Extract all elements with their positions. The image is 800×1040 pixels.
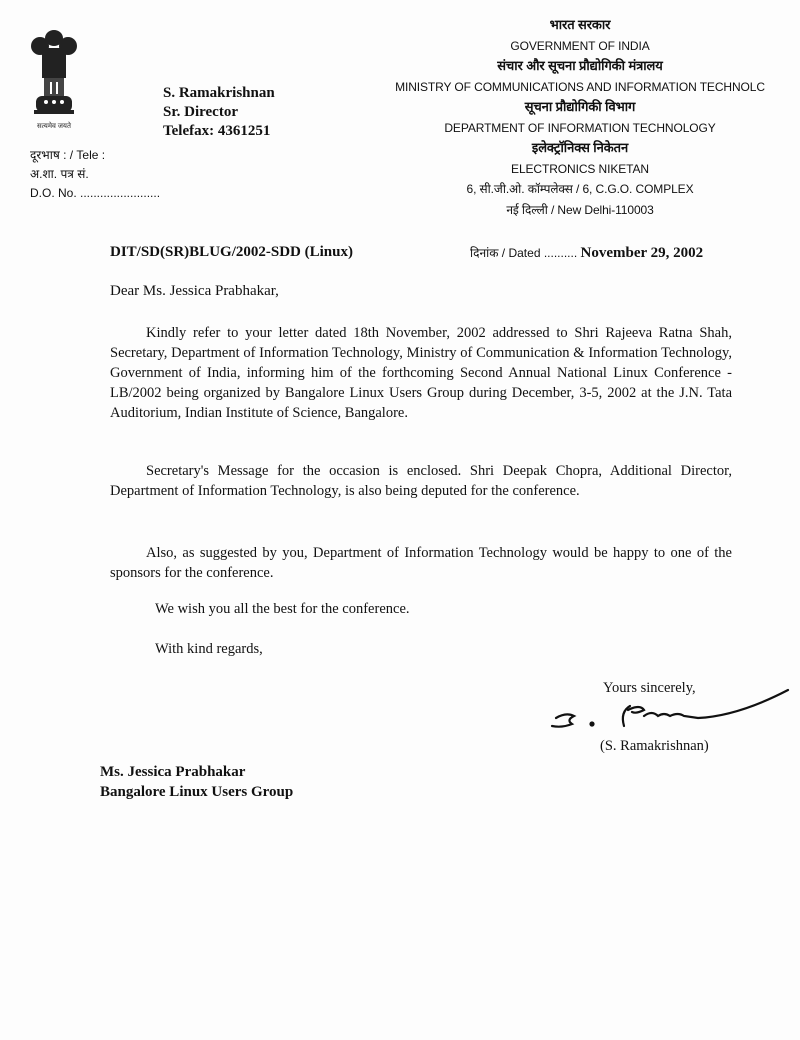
officer-title: Sr. Director: [163, 104, 238, 120]
reference-number: DIT/SD(SR)BLUG/2002-SDD (Linux): [110, 244, 353, 260]
paragraph-3: Also, as suggested by you, Department of Information Technology would be happy to one of the sponsors for the conference.: [110, 545, 732, 581]
closing: Yours sincerely,: [603, 680, 696, 696]
addressee-block: [100, 762, 293, 802]
department: DEPARTMENT OF INFORMATION TECHNOLOGY: [444, 120, 716, 135]
hindi-ministry: संचार और सूचना प्रौद्योगिकी मंत्रालय: [497, 58, 663, 73]
wish-line: We wish you all the best for the conference.: [155, 601, 410, 617]
addressee-name: Ms. Jessica Prabhakar: [100, 764, 246, 780]
hindi-department: सूचना प्रौद्योगिकी विभाग: [524, 99, 636, 114]
hindi-building: इलेक्ट्रॉनिक्स निकेतन: [531, 140, 629, 155]
left-meta: [30, 146, 160, 203]
signature-icon: [548, 686, 798, 736]
address: 6, सी.जी.ओ. कॉम्पलेक्स / 6, C.G.O. COMPLEX: [466, 182, 694, 196]
svg-text:सत्यमेव जयते: सत्यमेव जयते: [37, 122, 71, 130]
salutation: Dear Ms. Jessica Prabhakar,: [110, 283, 279, 299]
date-line: [470, 244, 703, 262]
ashoka-emblem-icon: [26, 24, 82, 134]
paragraph-1: Kindly refer to your letter dated 18th November, 2002 addressed to Shri Rajeeva Ratna Shah, Secretary, Department of Information Technology, Ministry of Communication & Information Technology, Government of India, informing him of the forthcoming Second Annual National Linux Conference - LB/2002 being organized by Bangalore Linux Users Group during December, 3-5, 2002 at the J.N. Tata Auditorium, Indian Institute of Science, Bangalore.: [110, 325, 732, 421]
city: नई दिल्ली / New Delhi-110003: [506, 202, 654, 217]
do-hindi-label: अ.शा. पत्र सं.: [30, 167, 89, 181]
regards-line: With kind regards,: [155, 641, 263, 657]
officer-name: S. Ramakrishnan: [163, 85, 275, 101]
addressee-org: Bangalore Linux Users Group: [100, 784, 294, 800]
officer-block: [163, 84, 275, 141]
government-header: [360, 15, 800, 220]
paragraph-2: Secretary's Message for the occasion is enclosed. Shri Deepak Chopra, Additional Director, Department of Information Technology, is also being deputed for the conference.: [110, 463, 732, 499]
government-of-india: GOVERNMENT OF INDIA: [510, 38, 650, 53]
tele-label: दूरभाष : / Tele :: [30, 148, 106, 162]
signatory-name: (S. Ramakrishnan): [600, 738, 709, 754]
building: ELECTRONICS NIKETAN: [511, 161, 649, 176]
do-no-label: D.O. No. ........................: [30, 186, 161, 200]
dated-label: दिनांक / Dated ..........: [470, 246, 578, 260]
dated-value: November 29, 2002: [580, 245, 704, 261]
hindi-government: भारत सरकार: [549, 17, 611, 32]
ministry: MINISTRY OF COMMUNICATIONS AND INFORMATION TECHNOLC: [395, 79, 765, 94]
officer-telefax: Telefax: 4361251: [163, 123, 271, 139]
